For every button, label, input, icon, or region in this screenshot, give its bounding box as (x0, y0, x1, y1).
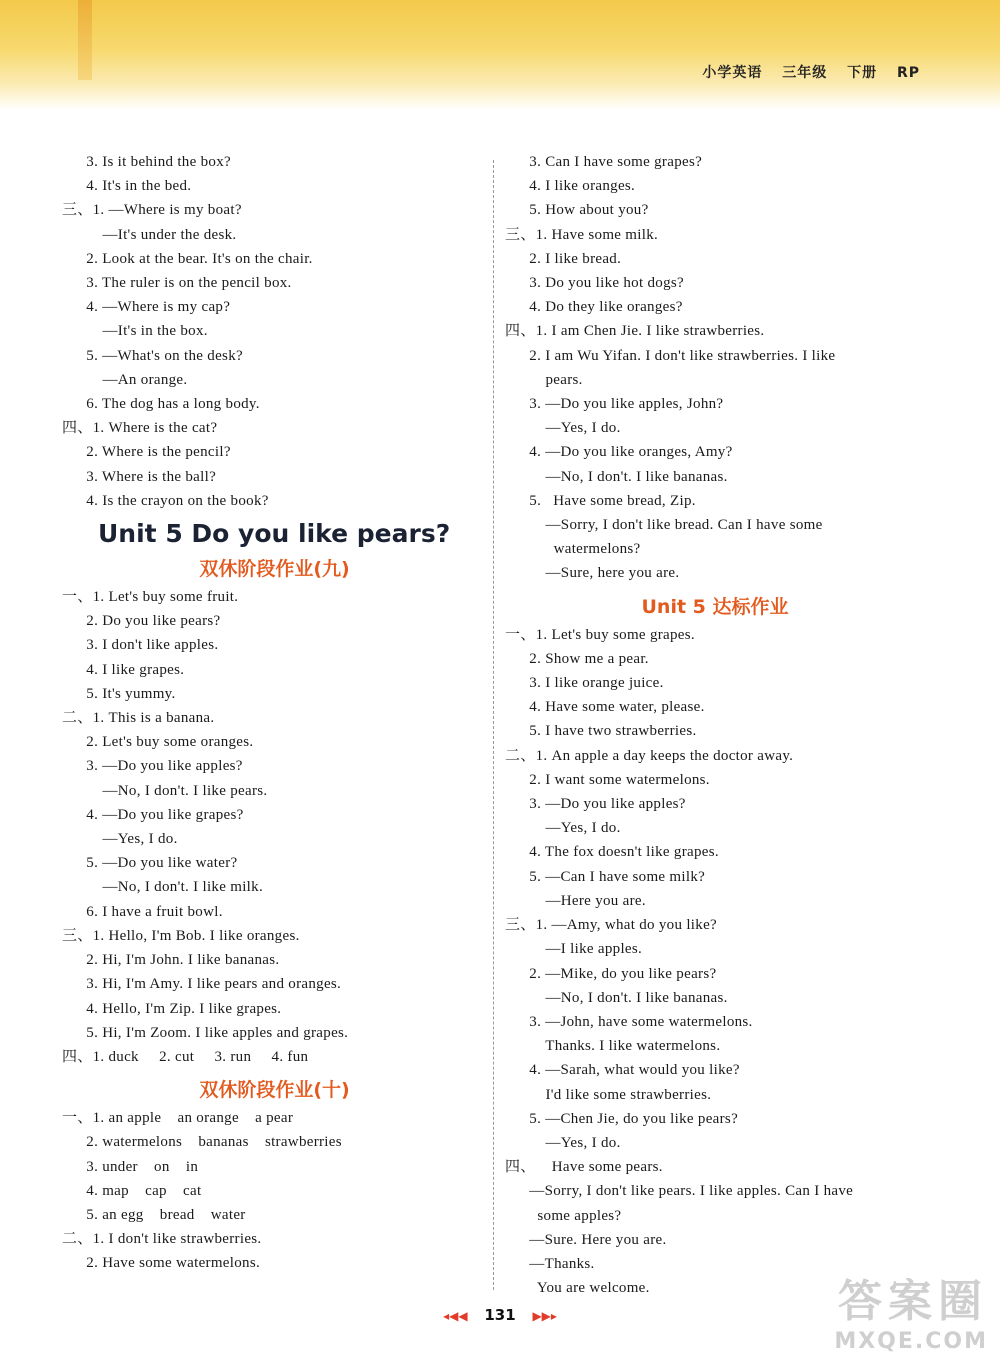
answer-line: 5. —What's on the desk? (62, 347, 243, 364)
section-title: 双休阶段作业(十) (199, 1079, 350, 1102)
answer-line: 5. I have two strawberries. (505, 723, 697, 740)
answer-line: 4. Hello, I'm Zip. I like grapes. (62, 1000, 282, 1017)
answer-line: 一、1. Let's buy some fruit. (62, 589, 239, 606)
answer-line: 6. The dog has a long body. (62, 396, 260, 413)
answer-line: I'd like some strawberries. (505, 1086, 712, 1103)
answer-line: —It's in the box. (62, 323, 208, 340)
answer-line: —Yes, I do. (505, 820, 621, 837)
answer-line: 3. I like orange juice. (505, 675, 664, 692)
answer-line: Thanks. I like watermelons. (505, 1038, 721, 1055)
answer-line: 3. under on in (62, 1158, 199, 1175)
answer-line: —No, I don't. I like milk. (62, 879, 263, 896)
answer-line: 三、1. Have some milk. (505, 226, 659, 243)
answer-line: 4. I like oranges. (505, 178, 636, 195)
answer-line: watermelons? (505, 541, 641, 558)
answer-line: 三、1. —Amy, what do you like? (505, 917, 717, 934)
answer-line: 2. I like bread. (505, 250, 622, 267)
answer-line: 4. —Do you like grapes? (62, 806, 244, 823)
answer-line: 二、1. I don't like strawberries. (62, 1231, 262, 1248)
answer-line: 3. Do you like hot dogs? (505, 275, 684, 292)
answer-line: 3. —Do you like apples? (505, 796, 686, 813)
column-divider (493, 160, 494, 1290)
answer-line: 5. It's yummy. (62, 685, 176, 702)
answer-line: —Here you are. (505, 892, 646, 909)
answer-line: 四、1. Where is the cat? (62, 420, 218, 437)
answer-line: 四、1. I am Chen Jie. I like strawberries. (505, 323, 765, 340)
answer-line: —Sure. Here you are. (505, 1231, 667, 1248)
answer-line: 四、1. duck 2. cut 3. run 4. fun (62, 1048, 309, 1065)
answer-line: You are welcome. (505, 1280, 650, 1297)
answer-line: 3. Is it behind the box? (62, 154, 231, 170)
answer-line: 4. —Where is my cap? (62, 299, 231, 316)
book-info (688, 62, 920, 82)
header-banner (0, 0, 1000, 110)
answer-line: 2. watermelons bananas strawberries (62, 1134, 342, 1151)
answer-line: pears. (505, 371, 583, 388)
answer-line: 3. —John, have some watermelons. (505, 1013, 753, 1030)
answer-line: 4. Do they like oranges? (505, 299, 683, 316)
answer-line: 5. —Can I have some milk? (505, 868, 706, 885)
unit-title: Unit 5 Do you like pears? (98, 519, 451, 549)
next-arrows-icon: ▶▶▸ (532, 1309, 557, 1323)
section-title: 双休阶段作业(九) (199, 558, 350, 581)
page-number: 131 (484, 1306, 516, 1324)
edition-label: RP (896, 65, 920, 81)
answer-line: 4. The fox doesn't like grapes. (505, 844, 719, 861)
answer-line: 5. Hi, I'm Zoom. I like apples and grapes. (62, 1024, 349, 1041)
answer-line: 5. an egg bread water (62, 1206, 246, 1223)
left-column (62, 150, 487, 1276)
watermark (834, 1265, 988, 1354)
banner-stripe (78, 0, 92, 80)
grade-label: 三年级 (782, 65, 828, 81)
answer-line: 3. Can I have some grapes? (505, 154, 703, 170)
answer-line: —Yes, I do. (505, 420, 621, 437)
answer-line: 四、 Have some pears. (505, 1159, 663, 1176)
answer-line: 5. —Do you like water? (62, 855, 238, 872)
answer-line: 4. —Do you like oranges, Amy? (505, 444, 733, 461)
answer-line: —No, I don't. I like pears. (62, 782, 268, 799)
subject-label: 小学英语 (702, 65, 763, 81)
answer-line: 4. map cap cat (62, 1182, 202, 1199)
answer-line: 2. —Mike, do you like pears? (505, 965, 717, 982)
answer-line: 3. —Do you like apples, John? (505, 396, 724, 413)
answer-line: 5. How about you? (505, 202, 649, 219)
answer-line: 2. I want some watermelons. (505, 771, 710, 788)
answer-line: —Yes, I do. (62, 831, 178, 848)
prev-arrows-icon: ◂◀◀ (443, 1309, 468, 1323)
answer-line: 6. I have a fruit bowl. (62, 903, 223, 920)
answer-line: 2. I am Wu Yifan. I don't like strawberries. I like (505, 347, 836, 364)
answer-line: 5. Have some bread, Zip. (505, 492, 696, 509)
answer-line: 二、1. An apple a day keeps the doctor away. (505, 747, 794, 764)
answer-line: —Sorry, I don't like pears. I like apples. Can I have (505, 1183, 854, 1200)
answer-line: 4. Have some water, please. (505, 699, 705, 716)
answer-line: —I like apples. (505, 941, 643, 958)
answer-line: 3. The ruler is on the pencil box. (62, 275, 292, 292)
answer-line: —It's under the desk. (62, 226, 237, 243)
answer-line: 一、1. Let's buy some grapes. (505, 626, 695, 643)
answer-line: 2. Where is the pencil? (62, 444, 231, 461)
answer-line: 3. Hi, I'm Amy. I like pears and oranges. (62, 976, 342, 993)
watermark-text: 答案圈 (838, 1276, 988, 1327)
section-title: Unit 5 达标作业 (641, 595, 789, 618)
answer-line: 4. It's in the bed. (62, 178, 192, 195)
answer-line: 二、1. This is a banana. (62, 710, 215, 727)
answer-line: 2. Let's buy some oranges. (62, 734, 254, 751)
answer-line: 4. I like grapes. (62, 661, 185, 678)
answer-line: 2. Have some watermelons. (62, 1255, 261, 1272)
answer-line: 3. —Do you like apples? (62, 758, 243, 775)
answer-line: —No, I don't. I like bananas. (505, 989, 728, 1006)
answer-line: —An orange. (62, 371, 188, 388)
watermark-url: MXQE.COM (834, 1329, 988, 1354)
answer-line: —Sure, here you are. (505, 565, 680, 582)
answer-line: 3. I don't like apples. (62, 637, 219, 654)
answer-line: —No, I don't. I like bananas. (505, 468, 728, 485)
answer-line: 2. Hi, I'm John. I like bananas. (62, 952, 280, 969)
answer-line: 2. Show me a pear. (505, 650, 649, 667)
answer-line: 三、1. Hello, I'm Bob. I like oranges. (62, 927, 300, 944)
answer-line: 4. —Sarah, what would you like? (505, 1062, 740, 1079)
answer-line: —Yes, I do. (505, 1134, 621, 1151)
answer-line: —Sorry, I don't like bread. Can I have some (505, 517, 823, 534)
answer-line: 一、1. an apple an orange a pear (62, 1110, 294, 1127)
right-column (505, 150, 925, 1300)
answer-line: 2. Look at the bear. It's on the chair. (62, 250, 313, 267)
answer-line: 3. Where is the ball? (62, 468, 217, 485)
answer-line: some apples? (505, 1207, 622, 1224)
volume-label: 下册 (847, 65, 878, 81)
answer-line: 2. Do you like pears? (62, 613, 221, 630)
answer-line: 4. Is the crayon on the book? (62, 492, 269, 509)
answer-line: —Thanks. (505, 1255, 595, 1272)
answer-line: 5. —Chen Jie, do you like pears? (505, 1110, 739, 1127)
answer-line: 三、1. —Where is my boat? (62, 202, 242, 219)
